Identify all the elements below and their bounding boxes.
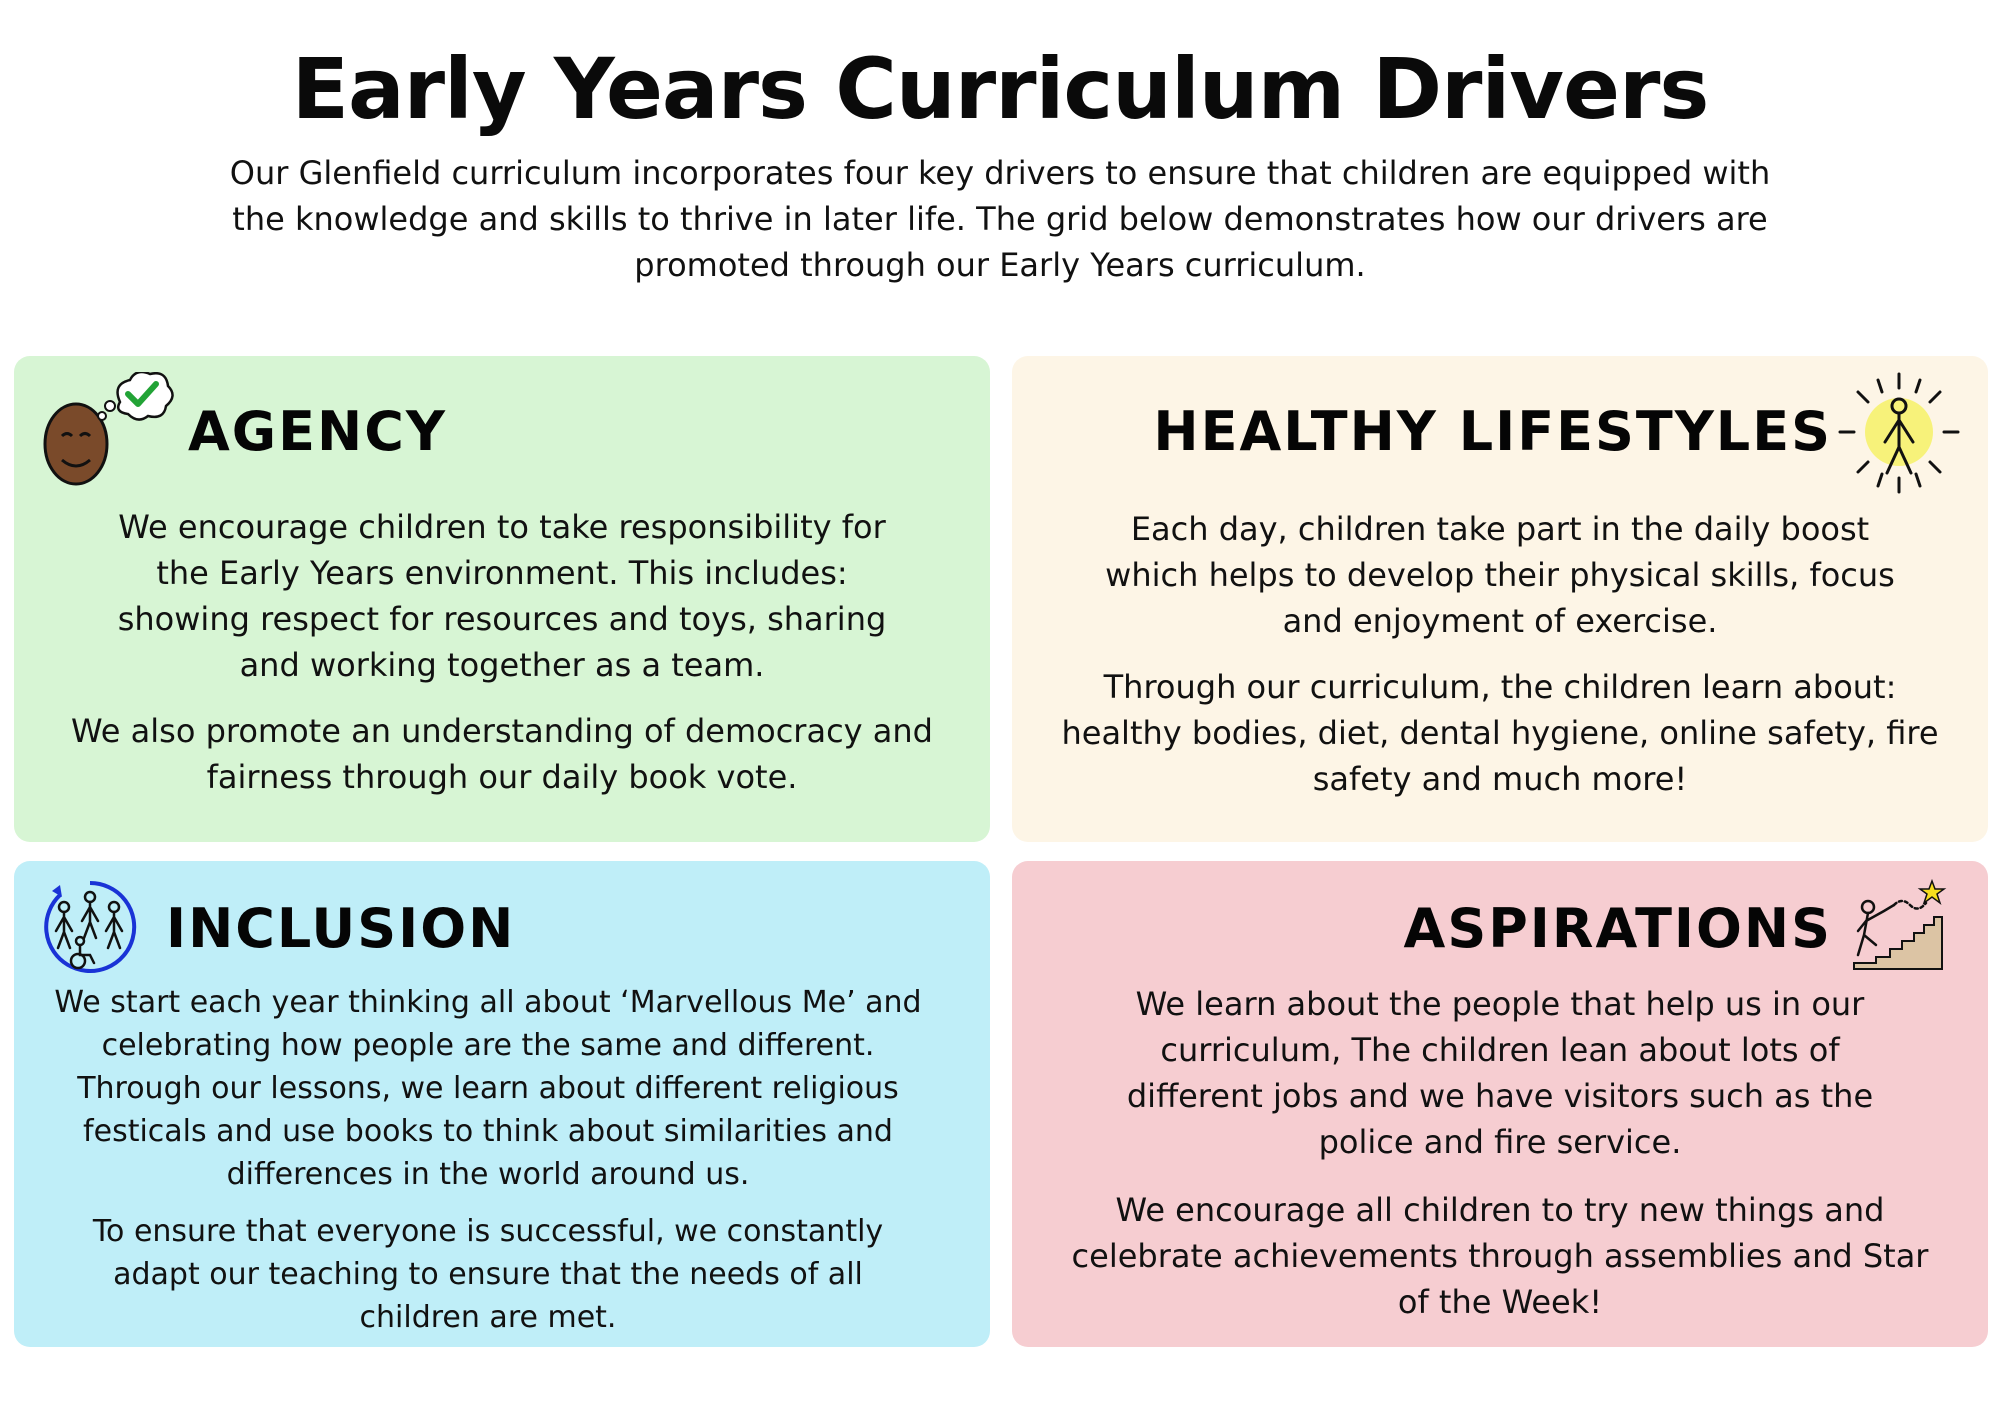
intro-text: Our Glenfield curriculum incorporates four key drivers to ensure that children are equipped with the knowledge and skills to thrive in later life. The grid below demonstrates how our drivers are promoted through our Early Years curriculum. bbox=[229, 154, 1771, 284]
inclusion-body bbox=[50, 981, 926, 1347]
agency-body bbox=[54, 504, 950, 820]
aspirations-title: ASPIRATIONS bbox=[1403, 897, 1832, 960]
healthy-lifestyles-paragraph-2: Through our curriculum, the children learn about: healthy bodies, diet, dental hygiene, online safety, fire safety and much more! bbox=[1061, 668, 1939, 798]
radiant-person-icon bbox=[1834, 370, 1964, 500]
inclusive-group-icon bbox=[42, 879, 138, 975]
agency-paragraph-2: We also promote an understanding of democracy and fairness through our daily book vote. bbox=[71, 712, 933, 796]
agency-card bbox=[14, 356, 990, 842]
thinking-face-checkmark-icon bbox=[40, 372, 176, 490]
healthy-lifestyles-paragraph-1: Each day, children take part in the daily boost which helps to develop their physical skills, focus and enjoyment of exercise. bbox=[1105, 510, 1895, 640]
climbing-to-star-icon bbox=[1846, 877, 1950, 973]
healthy-lifestyles-title: HEALTHY LIFESTYLES bbox=[1153, 400, 1832, 463]
aspirations-body bbox=[1052, 981, 1948, 1345]
aspirations-card bbox=[1012, 861, 1988, 1347]
aspirations-paragraph-1: We learn about the people that help us in our curriculum, The children lean about lots of different jobs and we have visitors such as the police and fire service. bbox=[1126, 985, 1874, 1161]
inclusion-card bbox=[14, 861, 990, 1347]
aspirations-paragraph-2: We encourage all children to try new things and celebrate achievements through assemblies and Star of the Week! bbox=[1071, 1191, 1929, 1321]
page-title: Early Years Curriculum Drivers bbox=[291, 40, 1709, 138]
agency-paragraph-1: We encourage children to take responsibility for the Early Years environment. This includes: showing respect for resources and toys, sharing and working together as a team. bbox=[117, 508, 887, 684]
agency-title: AGENCY bbox=[188, 400, 447, 463]
inclusion-title: INCLUSION bbox=[166, 897, 516, 960]
inclusion-paragraph-1: We start each year thinking all about ‘Marvellous Me’ and celebrating how people are the same and different. Through our lessons, we learn about different religious festicals and use books to think about similarities and differences in the world around us. bbox=[54, 985, 922, 1192]
healthy-lifestyles-body bbox=[1052, 506, 1948, 822]
inclusion-paragraph-2: To ensure that everyone is successful, we constantly adapt our teaching to ensure that the needs of all children are met. bbox=[92, 1214, 884, 1335]
healthy-lifestyles-card bbox=[1012, 356, 1988, 842]
